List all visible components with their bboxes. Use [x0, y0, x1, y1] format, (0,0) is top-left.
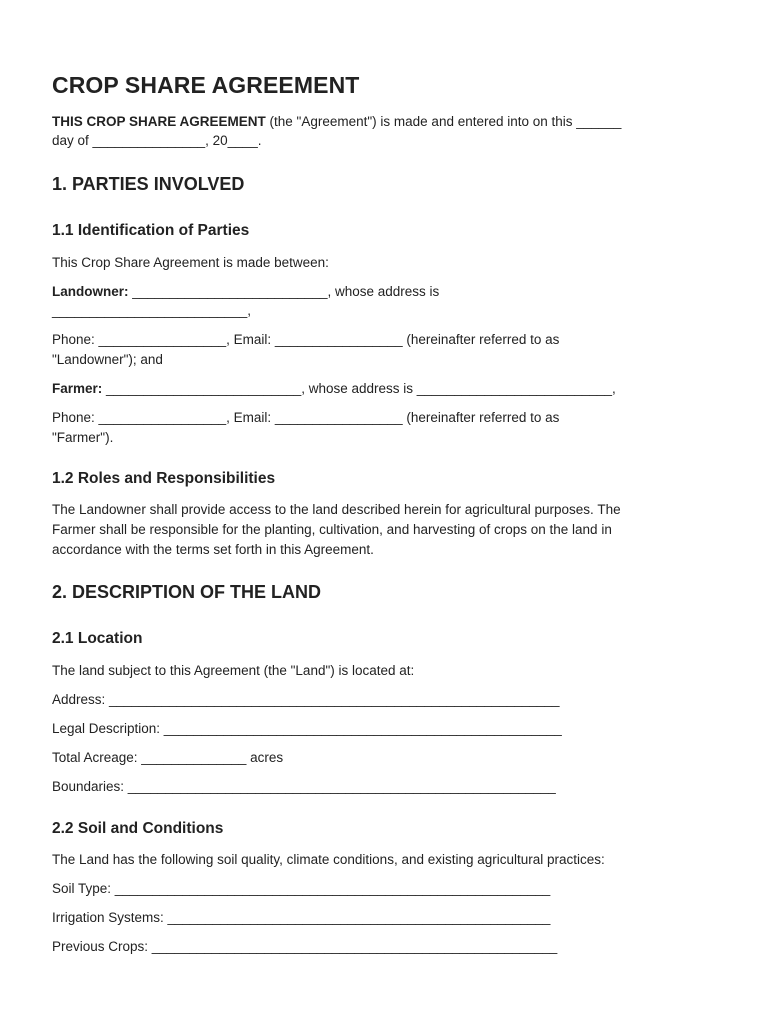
- section-2-2-lead: The Land has the following soil quality, climate conditions, and existing agricultural practices:: [52, 852, 605, 867]
- boundaries-field-line: Boundaries: _________________________________________________________: [52, 779, 556, 794]
- section-1-1-lead: This Crop Share Agreement is made between:: [52, 255, 329, 270]
- landowner-line-1: [52, 282, 439, 302]
- section-1-2-line-2: Farmer shall be responsible for the planting, cultivation, and harvesting of crops on the land in: [52, 522, 612, 537]
- landowner-line-2: __________________________,: [52, 303, 251, 318]
- section-2-heading: 2. DESCRIPTION OF THE LAND: [52, 582, 322, 602]
- intro-bold-lead: THIS CROP SHARE AGREEMENT: [52, 114, 266, 129]
- section-1-2-heading: 1.2 Roles and Responsibilities: [52, 470, 276, 487]
- landowner-label: Landowner:: [52, 284, 129, 299]
- farmer-contact-line-2: "Farmer").: [52, 430, 114, 445]
- landowner-contact-line-1: Phone: _________________, Email: _________________ (hereinafter referred to as: [52, 332, 560, 347]
- intro-line-1: [52, 112, 621, 132]
- farmer-name-address-blank: __________________________, whose address is __________________________,: [102, 381, 616, 396]
- legal-description-field-line: Legal Description: _____________________________________________________: [52, 721, 562, 736]
- farmer-label: Farmer:: [52, 381, 103, 396]
- previous-crops-field-line: Previous Crops: ______________________________________________________: [52, 939, 558, 954]
- soil-type-field-line: Soil Type: __________________________________________________________: [52, 881, 551, 896]
- section-2-2-heading: 2.2 Soil and Conditions: [52, 820, 224, 837]
- section-1-2-line-1: The Landowner shall provide access to the land described herein for agricultural purposes. The: [52, 502, 621, 517]
- intro-line-2: day of _______________, 20____.: [52, 133, 262, 148]
- farmer-contact-line-1: Phone: _________________, Email: _________________ (hereinafter referred to as: [52, 410, 560, 425]
- section-2-1-lead: The land subject to this Agreement (the "Land") is located at:: [52, 663, 415, 678]
- section-1-1-heading: 1.1 Identification of Parties: [52, 222, 250, 239]
- section-2-1-heading: 2.1 Location: [52, 630, 143, 647]
- intro-line-1-rest: (the "Agreement") is made and entered into on this ______: [265, 114, 622, 129]
- section-1-2-line-3: accordance with the terms set forth in this Agreement.: [52, 542, 374, 557]
- section-1-heading: 1. PARTIES INVOLVED: [52, 174, 245, 194]
- landowner-name-address-blank: __________________________, whose address is: [128, 284, 440, 299]
- address-field-line: Address: ____________________________________________________________: [52, 692, 560, 707]
- irrigation-systems-field-line: Irrigation Systems: ___________________________________________________: [52, 910, 551, 925]
- document-title: CROP SHARE AGREEMENT: [52, 72, 360, 98]
- landowner-contact-line-2: "Landowner"); and: [52, 352, 163, 367]
- farmer-line: [52, 379, 616, 399]
- total-acreage-field-line: Total Acreage: ______________ acres: [52, 750, 284, 765]
